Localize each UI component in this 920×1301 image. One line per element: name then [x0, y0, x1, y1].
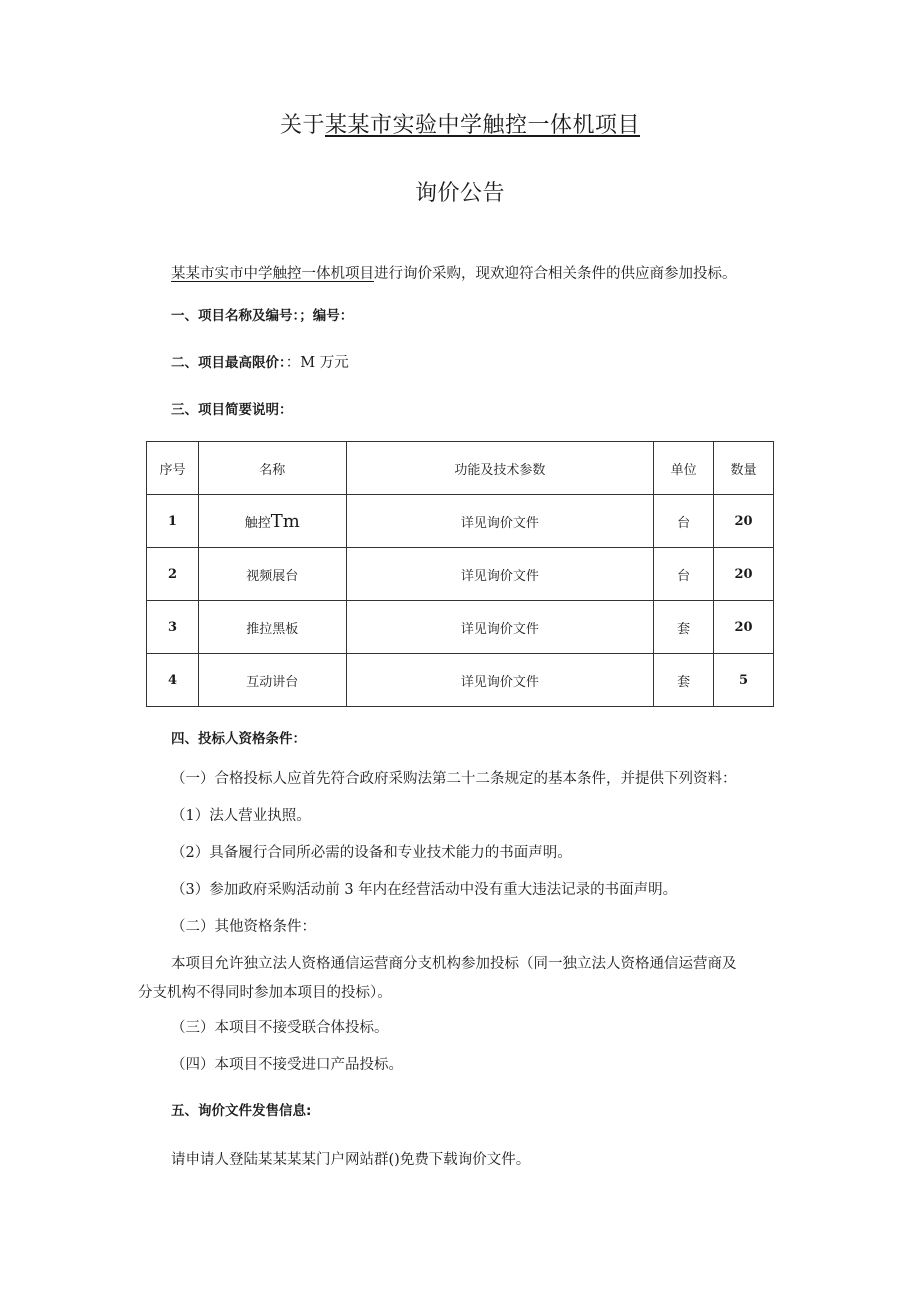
header-cell-spec: 功能及技术参数: [346, 442, 653, 495]
header-cell-unit: 单位: [654, 442, 714, 495]
cell-name: 推拉黑板: [198, 601, 346, 654]
branch-bidding-paragraph-line2: 分支机构不得同时参加本项目的投标）。: [138, 985, 392, 1001]
header-cell-qty: 数量: [714, 442, 774, 495]
other-qualifications-heading: （二）其他资格条件：: [171, 919, 316, 935]
title-project-name: 某某市实验中学触控一体机项目: [325, 113, 641, 138]
cell-name: [198, 495, 346, 548]
items-table: [146, 441, 774, 707]
qualification-item-1: （1）法人营业执照。: [171, 808, 311, 824]
document-title-line1: [0, 108, 920, 139]
cell-unit: 套: [654, 654, 714, 707]
cell-spec: 详见询价文件: [346, 548, 653, 601]
cell-name: 视频展台: [198, 548, 346, 601]
no-consortium-paragraph: （三）本项目不接受联合体投标。: [171, 1020, 389, 1036]
section-3-heading: 三、项目简要说明：: [171, 402, 293, 418]
cell-name: 互动讲台: [198, 654, 346, 707]
document-title-line2: 询价公告: [414, 181, 505, 206]
cell-qty: 5: [714, 654, 774, 707]
table-row: [147, 601, 774, 654]
cell-qty: 20: [714, 495, 774, 548]
cell-spec: 详见询价文件: [346, 601, 653, 654]
section-5-heading: 五、询价文件发售信息:: [171, 1103, 312, 1119]
table-header-row: [147, 442, 774, 495]
intro-paragraph: [171, 264, 737, 284]
cell-name-extra: Tm: [270, 510, 300, 532]
cell-unit: 套: [654, 601, 714, 654]
cell-qty: 20: [714, 601, 774, 654]
cell-name-text: 触控: [244, 515, 271, 531]
qualification-paragraph-1: （一）合格投标人应首先符合政府采购法第二十二条规定的基本条件，并提供下列资料：: [171, 771, 737, 787]
cell-unit: 台: [654, 495, 714, 548]
intro-project-name: 某某市实市中学触控一体机项目: [171, 266, 374, 282]
table-row: [147, 495, 774, 548]
cell-no: 3: [147, 601, 199, 654]
table-row: [147, 548, 774, 601]
cell-no: 1: [147, 495, 199, 548]
section-4-heading: 四、投标人资格条件：: [171, 731, 306, 747]
header-cell-no: 序号: [147, 442, 199, 495]
cell-no: 2: [147, 548, 199, 601]
cell-no: 4: [147, 654, 199, 707]
title-prefix: 关于: [279, 113, 325, 138]
qualification-item-2: （2）具备履行合同所必需的设备和专业技术能力的书面声明。: [171, 845, 572, 861]
intro-text: 进行询价采购，现欢迎符合相关条件的供应商参加投标。: [374, 266, 737, 282]
section-2-value: ：M 万元: [285, 355, 349, 371]
section-2-heading: [171, 353, 349, 373]
sale-info-paragraph: 请申请人登陆某某某某门户网站群()免费下载询价文件。: [171, 1152, 531, 1168]
qualification-item-3: （3）参加政府采购活动前 3 年内在经营活动中没有重大违法记录的书面声明。: [171, 882, 678, 898]
cell-spec: 详见询价文件: [346, 654, 653, 707]
cell-unit: 台: [654, 548, 714, 601]
section-2-label: 二、项目最高限价：: [171, 355, 286, 371]
header-cell-name: 名称: [198, 442, 346, 495]
table-row: [147, 654, 774, 707]
section-1-heading: 一、项目名称及编号：；编号：: [171, 308, 354, 324]
branch-bidding-paragraph-line1: 本项目允许独立法人资格通信运营商分支机构参加投标（同一独立法人资格通信运营商及: [171, 956, 737, 972]
cell-spec: 详见询价文件: [346, 495, 653, 548]
cell-qty: 20: [714, 548, 774, 601]
no-import-paragraph: （四）本项目不接受进口产品投标。: [171, 1057, 403, 1073]
